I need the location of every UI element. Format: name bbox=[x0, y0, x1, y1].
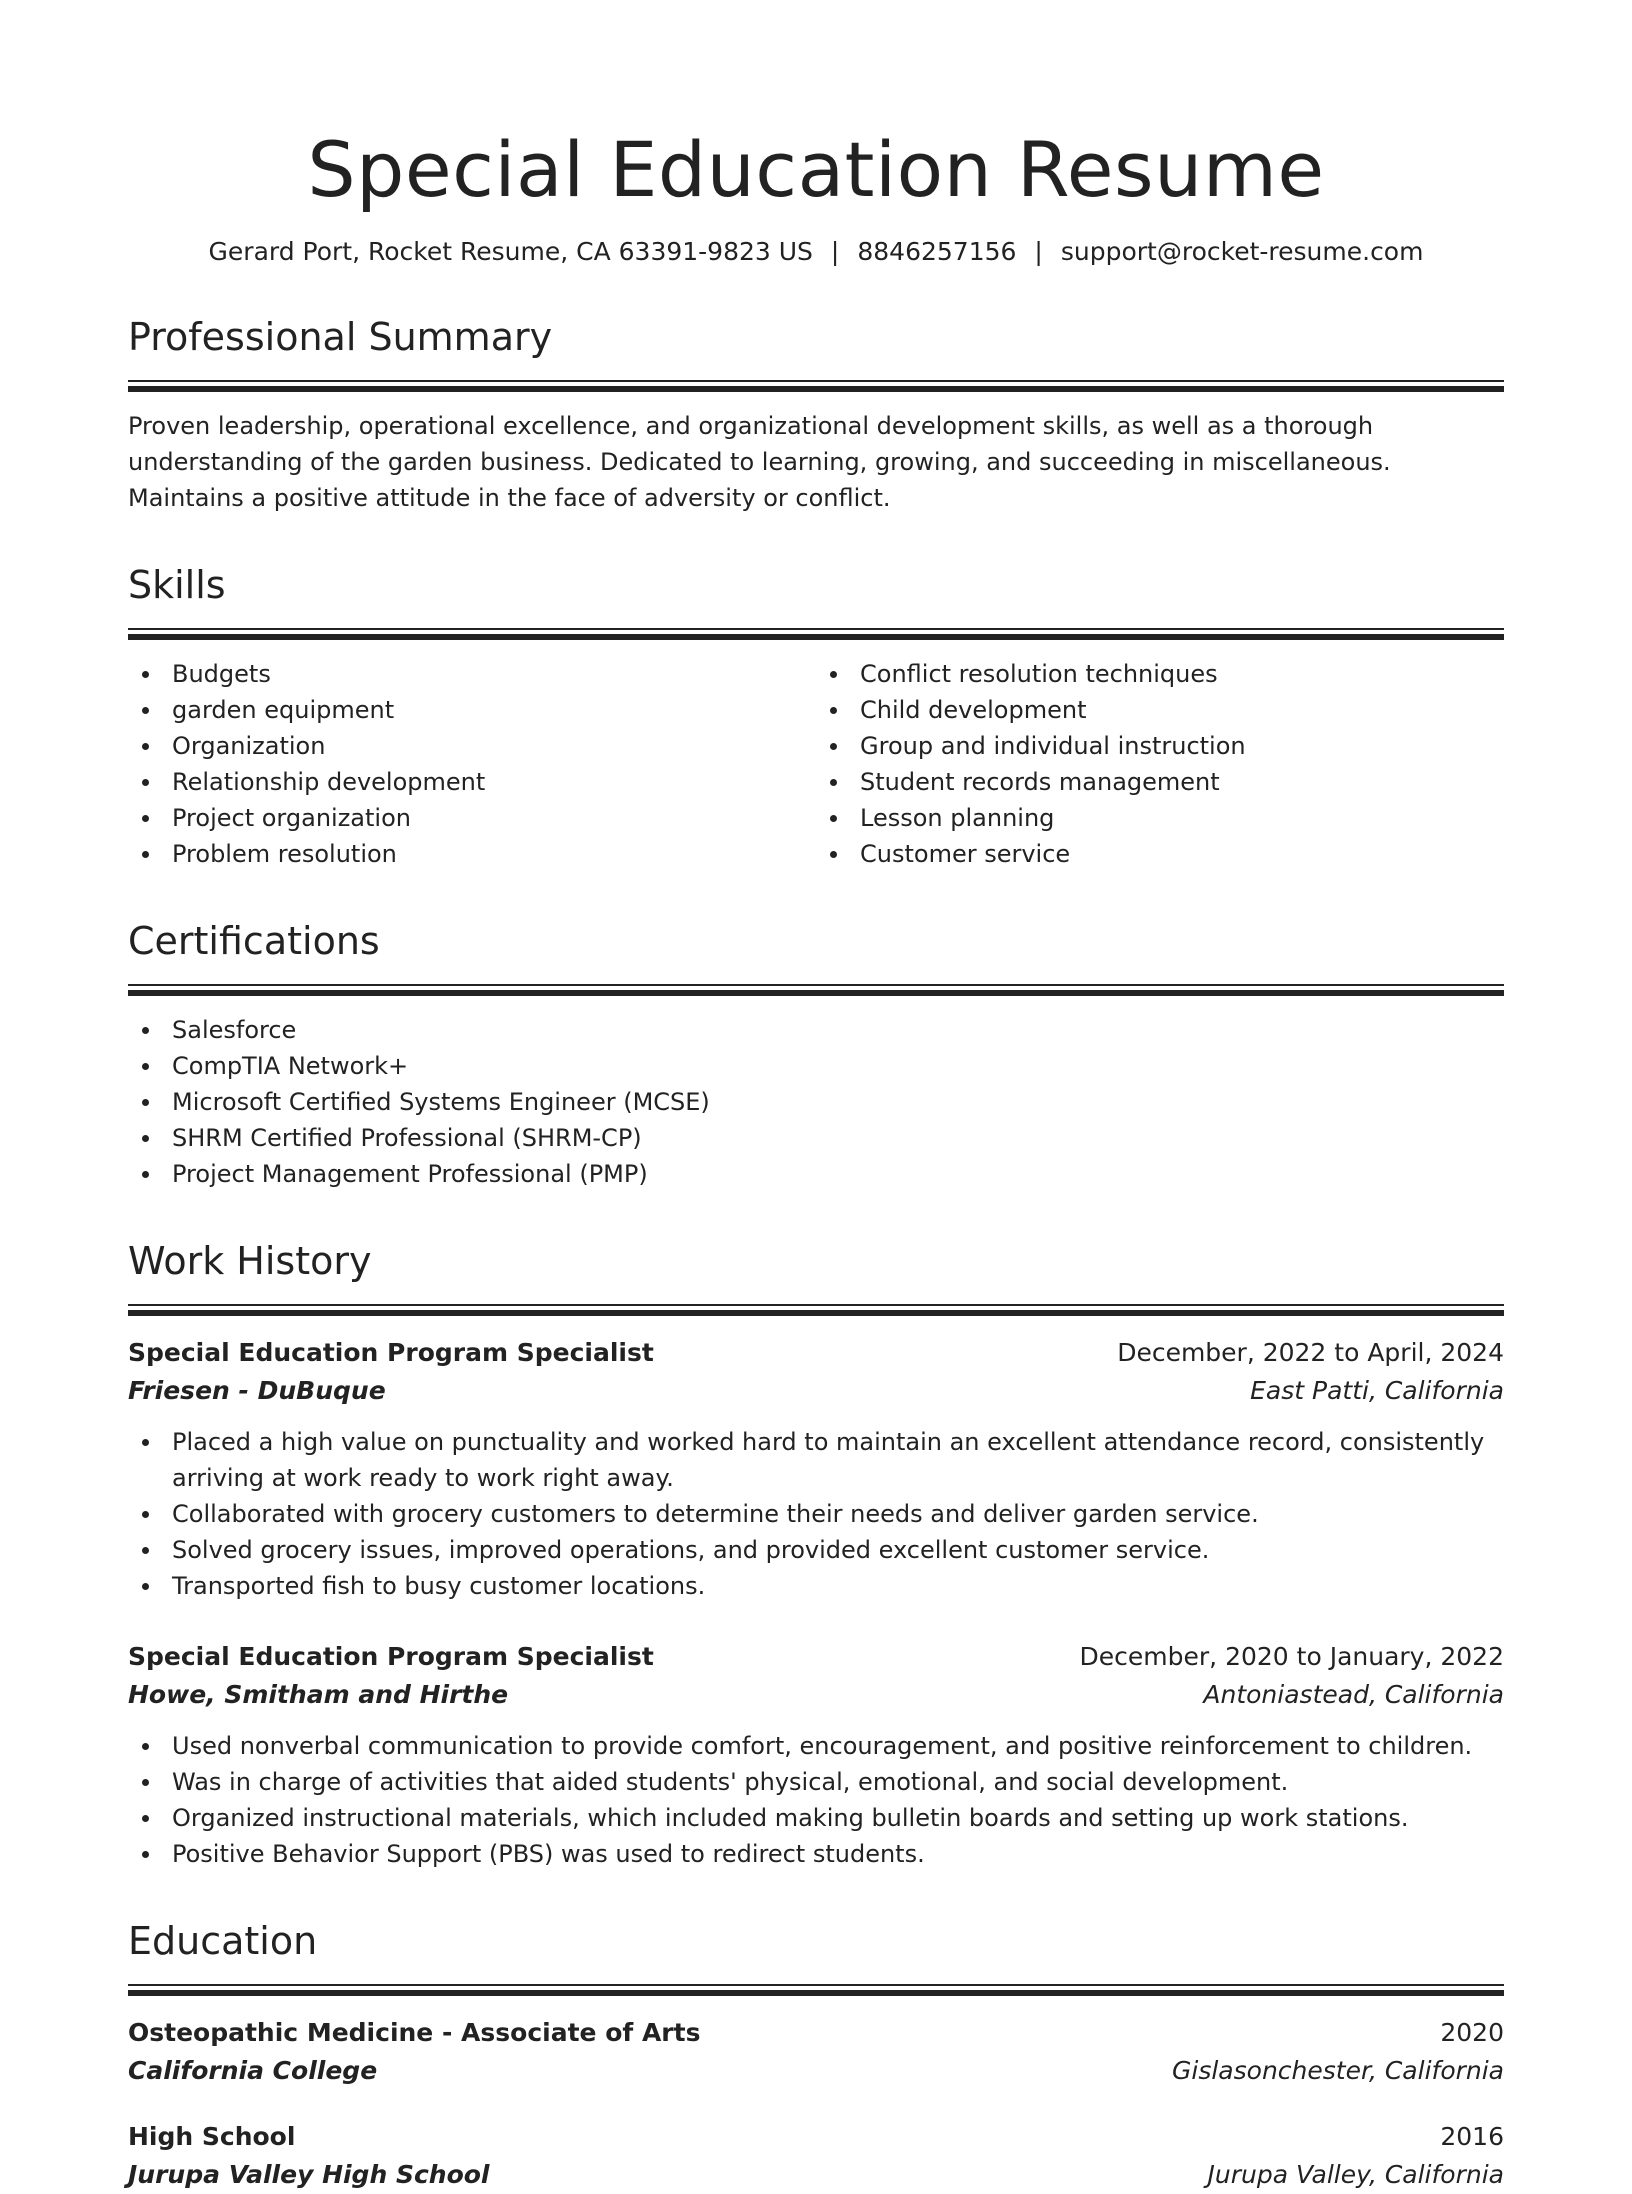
contact-phone: 8846257156 bbox=[857, 237, 1017, 266]
skills-list-left bbox=[128, 656, 816, 872]
job-company: Howe, Smitham and Hirthe bbox=[128, 1680, 509, 1709]
resume-title: Special Education Resume bbox=[307, 125, 1325, 214]
skill-item: Conflict resolution techniques bbox=[816, 656, 1504, 692]
education-year: 2016 bbox=[1440, 2122, 1504, 2151]
education-location: Gislasonchester, California bbox=[1172, 2056, 1504, 2085]
job-location: Antoniastead, California bbox=[1203, 1680, 1504, 1709]
summary-section bbox=[128, 314, 1504, 516]
job-company: Friesen - DuBuque bbox=[128, 1376, 386, 1405]
job-location: East Patti, California bbox=[1250, 1376, 1504, 1405]
education-entry bbox=[128, 2118, 1504, 2194]
certifications-section bbox=[128, 918, 1504, 1192]
summary-text: Proven leadership, operational excellence, and organizational development skills, as well as a thorough understanding of the garden business. Dedicated to learning, growing, and succeeding in miscellaneous. Maintains a positive attitude in the face of adversity or conflict. bbox=[128, 412, 1391, 512]
section-divider bbox=[128, 1304, 1504, 1316]
job-company-row bbox=[128, 1372, 1504, 1410]
certification-item: Project Management Professional (PMP) bbox=[128, 1156, 1504, 1192]
skills-section bbox=[128, 562, 1504, 872]
summary-heading: Professional Summary bbox=[128, 315, 553, 359]
contact-email: support@rocket-resume.com bbox=[1060, 237, 1424, 266]
certification-item: Microsoft Certified Systems Engineer (MCSE) bbox=[128, 1084, 1504, 1120]
contact-separator: | bbox=[830, 237, 840, 266]
certifications-heading: Certifications bbox=[128, 919, 380, 963]
education-header-row bbox=[128, 2118, 1504, 2156]
education-degree: Osteopathic Medicine - Associate of Arts bbox=[128, 2018, 701, 2047]
skill-item: Group and individual instruction bbox=[816, 728, 1504, 764]
work-history-section bbox=[128, 1238, 1504, 1872]
skills-columns bbox=[128, 656, 1504, 872]
job-bullet: Transported fish to busy customer locations. bbox=[128, 1568, 1504, 1604]
skill-item: Child development bbox=[816, 692, 1504, 728]
job-bullet: Positive Behavior Support (PBS) was used to redirect students. bbox=[128, 1836, 1504, 1872]
skill-item: Customer service bbox=[816, 836, 1504, 872]
skill-item: garden equipment bbox=[128, 692, 816, 728]
education-header-row bbox=[128, 2014, 1504, 2052]
skill-item: Student records management bbox=[816, 764, 1504, 800]
skills-heading: Skills bbox=[128, 563, 226, 607]
education-location: Jurupa Valley, California bbox=[1207, 2160, 1504, 2189]
section-divider bbox=[128, 380, 1504, 392]
education-school-row bbox=[128, 2052, 1504, 2090]
job-title: Special Education Program Specialist bbox=[128, 1642, 654, 1671]
certifications-list bbox=[128, 1012, 1504, 1192]
job-bullet: Collaborated with grocery customers to determine their needs and deliver garden service. bbox=[128, 1496, 1504, 1532]
skill-item: Relationship development bbox=[128, 764, 816, 800]
job-bullet: Was in charge of activities that aided students' physical, emotional, and social development. bbox=[128, 1764, 1504, 1800]
job-header-row bbox=[128, 1334, 1504, 1372]
certification-item: Salesforce bbox=[128, 1012, 1504, 1048]
education-school: Jurupa Valley High School bbox=[128, 2160, 490, 2189]
education-heading: Education bbox=[128, 1919, 318, 1963]
skill-item: Organization bbox=[128, 728, 816, 764]
job-header-row bbox=[128, 1638, 1504, 1676]
contact-line bbox=[128, 236, 1504, 268]
job-bullets bbox=[128, 1728, 1504, 1872]
section-divider bbox=[128, 628, 1504, 640]
contact-separator: | bbox=[1034, 237, 1043, 266]
job-bullets bbox=[128, 1424, 1504, 1604]
job-bullet: Organized instructional materials, which included making bulletin boards and setting up work stations. bbox=[128, 1800, 1504, 1836]
skill-item: Project organization bbox=[128, 800, 816, 836]
certification-item: CompTIA Network+ bbox=[128, 1048, 1504, 1084]
job-dates: December, 2022 to April, 2024 bbox=[1117, 1338, 1504, 1367]
job-bullet: Solved grocery issues, improved operations, and provided excellent customer service. bbox=[128, 1532, 1504, 1568]
education-section bbox=[128, 1918, 1504, 2194]
job-dates: December, 2020 to January, 2022 bbox=[1079, 1642, 1504, 1671]
section-divider bbox=[128, 1984, 1504, 1996]
job-bullet: Placed a high value on punctuality and worked hard to maintain an excellent attendance record, consistently arriving at work ready to work right away. bbox=[128, 1424, 1504, 1496]
job-title: Special Education Program Specialist bbox=[128, 1338, 654, 1367]
job-company-row bbox=[128, 1676, 1504, 1714]
skill-item: Lesson planning bbox=[816, 800, 1504, 836]
section-divider bbox=[128, 984, 1504, 996]
education-entry bbox=[128, 2014, 1504, 2090]
contact-address: Gerard Port, Rocket Resume, CA 63391-9823 US bbox=[208, 237, 813, 266]
work-history-heading: Work History bbox=[128, 1239, 372, 1283]
education-year: 2020 bbox=[1440, 2018, 1504, 2047]
education-degree: High School bbox=[128, 2122, 296, 2151]
skills-list-right bbox=[816, 656, 1504, 872]
job-bullet: Used nonverbal communication to provide comfort, encouragement, and positive reinforcement to children. bbox=[128, 1728, 1504, 1764]
education-school-row bbox=[128, 2156, 1504, 2194]
job-entry bbox=[128, 1334, 1504, 1604]
certification-item: SHRM Certified Professional (SHRM-CP) bbox=[128, 1120, 1504, 1156]
education-school: California College bbox=[128, 2056, 378, 2085]
skill-item: Problem resolution bbox=[128, 836, 816, 872]
job-entry bbox=[128, 1638, 1504, 1872]
skill-item: Budgets bbox=[128, 656, 816, 692]
